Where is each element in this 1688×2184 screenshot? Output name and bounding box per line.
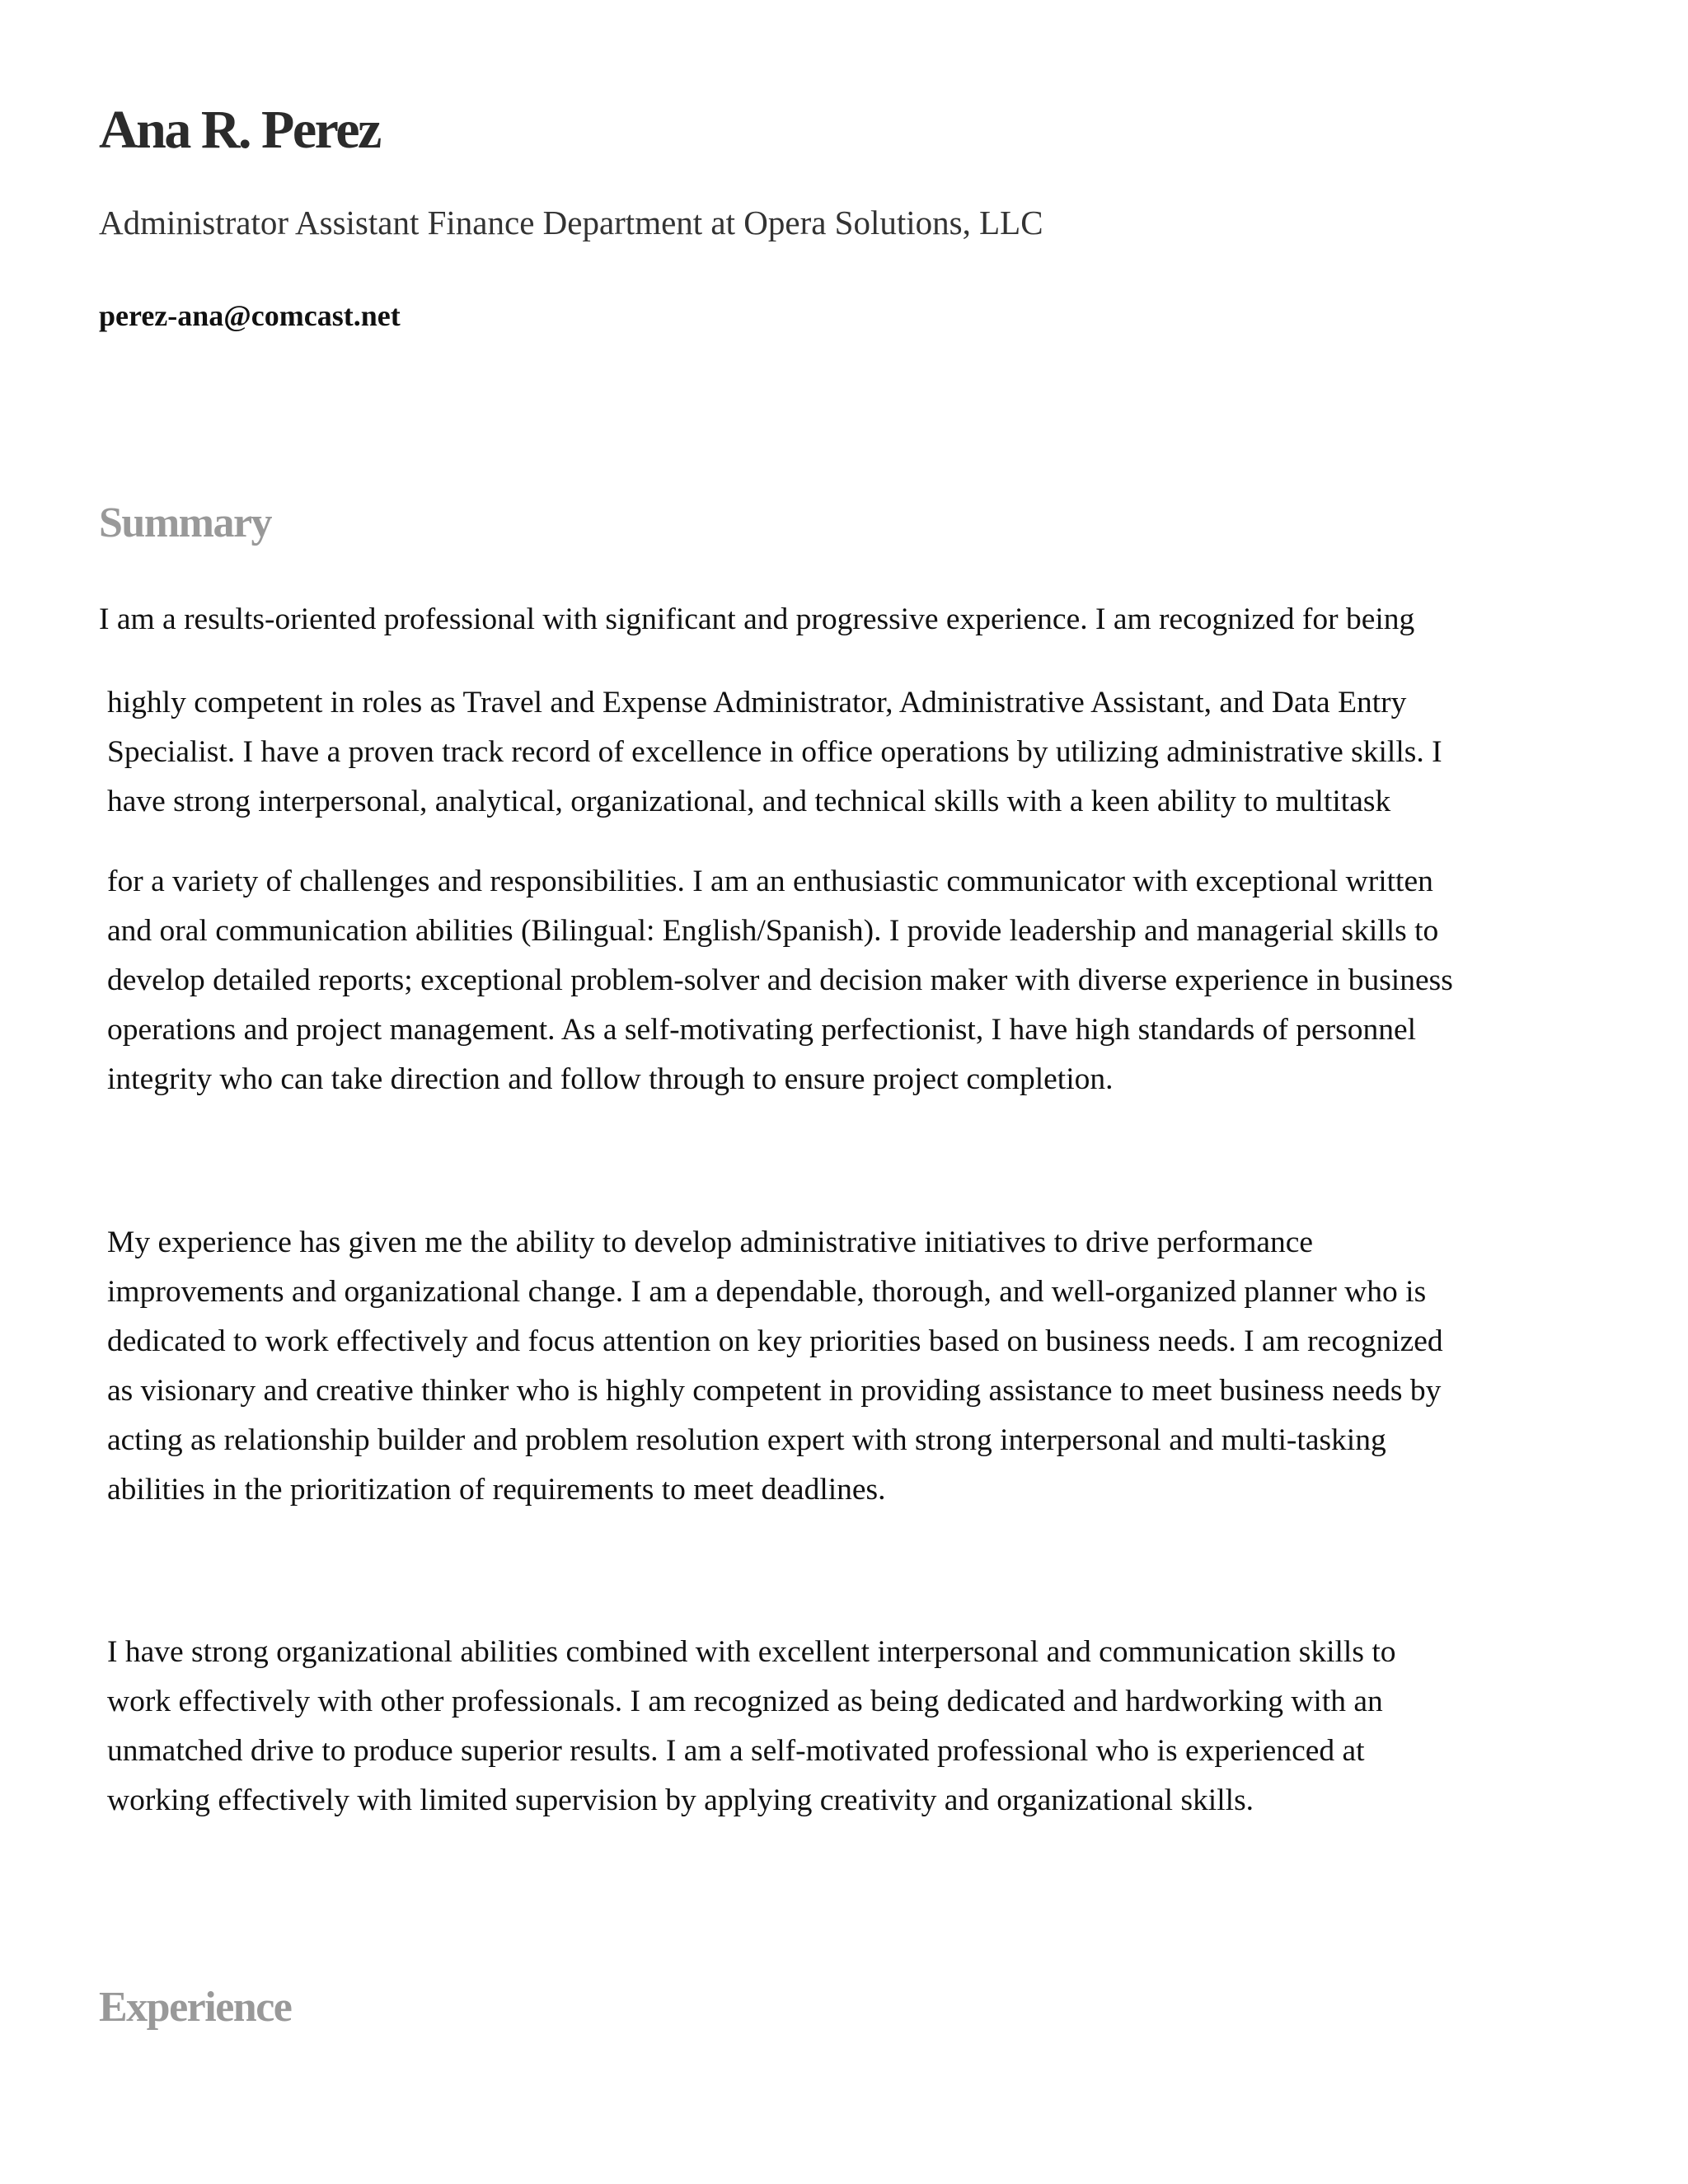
summary-line: I have strong organizational abilities combined with excellent interpersonal and communication skills to bbox=[107, 1635, 1396, 1669]
email-address: perez-ana@comcast.net bbox=[99, 299, 401, 332]
summary-line: as visionary and creative thinker who is highly competent in providing assistance to meet business needs by bbox=[107, 1374, 1442, 1408]
summary-line: Specialist. I have a proven track record of excellence in office operations by utilizing administrative skills. I bbox=[107, 735, 1442, 769]
summary-paragraph-5 bbox=[107, 1628, 1395, 1825]
summary-line: and oral communication abilities (Bilingual: English/Spanish). I provide leadership and managerial skills to bbox=[107, 914, 1439, 948]
experience-heading: Experience bbox=[99, 1984, 292, 2031]
summary-line: develop detailed reports; exceptional problem-solver and decision maker with diverse experience in business bbox=[107, 963, 1453, 997]
candidate-headline: Administrator Assistant Finance Department at Opera Solutions, LLC bbox=[99, 204, 1043, 241]
summary-line: have strong interpersonal, analytical, organizational, and technical skills with a keen ability to multitask bbox=[107, 785, 1391, 818]
summary-line: improvements and organizational change. I am a dependable, thorough, and well-organized planner who is bbox=[107, 1275, 1427, 1309]
summary-line: operations and project management. As a self-motivating perfectionist, I have high standards of personnel bbox=[107, 1013, 1417, 1047]
summary-heading: Summary bbox=[99, 499, 272, 546]
summary-paragraph-3 bbox=[107, 857, 1453, 1104]
summary-line: abilities in the prioritization of requirements to meet deadlines. bbox=[107, 1473, 886, 1507]
summary-line: integrity who can take direction and follow through to ensure project completion. bbox=[107, 1062, 1114, 1096]
summary-line: acting as relationship builder and problem resolution expert with strong interpersonal and multi-tasking bbox=[107, 1423, 1386, 1457]
candidate-name: Ana R. Perez bbox=[99, 100, 380, 160]
summary-line: highly competent in roles as Travel and Expense Administrator, Administrative Assistant, and Data Entry bbox=[107, 686, 1407, 719]
summary-line: unmatched drive to produce superior results. I am a self-motivated professional who is experienced at bbox=[107, 1734, 1365, 1768]
summary-line: dedicated to work effectively and focus attention on key priorities based on business needs. I am recognized bbox=[107, 1324, 1443, 1358]
summary-line: working effectively with limited supervision by applying creativity and organizational skills. bbox=[107, 1783, 1254, 1817]
summary-line: for a variety of challenges and responsibilities. I am an enthusiastic communicator with exceptional written bbox=[107, 865, 1433, 898]
summary-paragraph-1 bbox=[99, 595, 1414, 644]
summary-paragraph-4 bbox=[107, 1218, 1443, 1515]
summary-paragraph-2 bbox=[107, 678, 1442, 827]
summary-line: My experience has given me the ability to develop administrative initiatives to drive performance bbox=[107, 1226, 1314, 1259]
summary-line: work effectively with other professionals. I am recognized as being dedicated and hardworking with an bbox=[107, 1685, 1383, 1718]
summary-line: I am a results-oriented professional with significant and progressive experience. I am recognized for being bbox=[99, 602, 1415, 636]
